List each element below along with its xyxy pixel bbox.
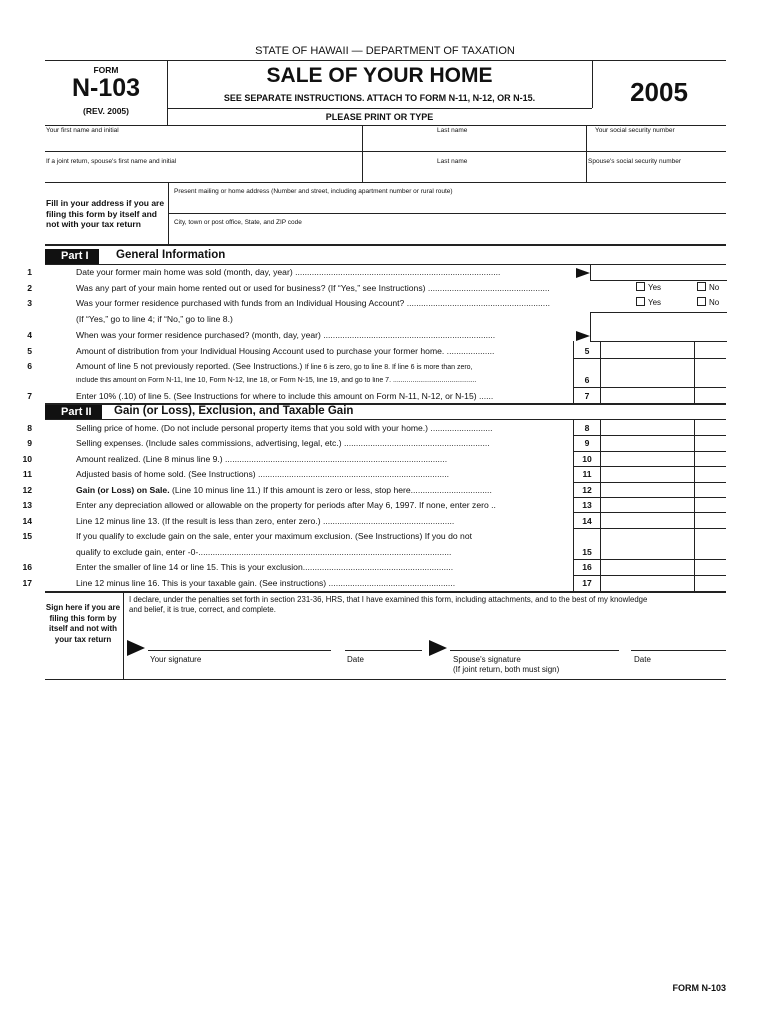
line-11-number: 11	[22, 469, 32, 479]
declaration-line-2: and belief, it is true, correct, and complete.	[129, 605, 276, 614]
your-signature-arrow-icon	[127, 640, 145, 656]
line-9-number: 9	[27, 438, 32, 448]
line-10-number: 10	[22, 454, 32, 464]
line-5-box-number: 5	[584, 346, 590, 356]
spouse-first-name-field[interactable]	[45, 167, 361, 181]
line-10-box-number: 10	[582, 454, 592, 464]
line-7-text: Enter 10% (.10) of line 5. (See Instructions for where to include this amount on Form N-11, N-12, or N-15) ......	[76, 391, 494, 401]
line-8-amount-field[interactable]	[602, 420, 693, 434]
line-15-text: If you qualify to exclude gain on the sale, enter your maximum exclusion. (See Instructions) If you do not	[76, 531, 472, 541]
line-3-text: Was your former residence purchased with funds from an Individual Housing Account? ............................................................	[76, 298, 550, 308]
ssn-label: Your social security number	[595, 127, 675, 134]
spouse-first-name-label: If a joint return, spouse's first name and initial	[46, 158, 177, 165]
sign-here-note: Sign here if you are filing this form by itself and not with your tax return	[45, 603, 121, 644]
line-4-arrow-icon	[576, 331, 590, 341]
line-5-amount-field[interactable]	[602, 342, 693, 357]
line-14-text: Line 12 minus line 13. (If the result is less than zero, enter zero.) .......................................................	[76, 516, 455, 526]
line-2-yes-checkbox[interactable]	[636, 282, 661, 292]
footer-form-id: FORM N-103	[672, 983, 726, 993]
line-1-date-field[interactable]	[590, 264, 727, 281]
first-name-label: Your first name and initial	[46, 127, 119, 134]
line-2-text: Was any part of your main home rented out or used for business? (If “Yes,” see Instructions) ...................................................	[76, 283, 550, 293]
tax-year: 2005	[630, 77, 688, 107]
line-3-no-checkbox[interactable]	[697, 297, 719, 307]
line-16-text: Enter the smaller of line 14 or line 15. This is your exclusion...............................................................	[76, 562, 454, 572]
part1-tab: Part I	[45, 249, 99, 264]
part2-tab: Part II	[45, 405, 102, 420]
line-12-amount-field[interactable]	[602, 483, 693, 496]
form-label: FORM	[93, 65, 119, 75]
line-6-main-text: Amount of line 5 not previously reported. (See Instructions.)	[76, 361, 303, 371]
line-8-text: Selling price of home. (Do not include personal property items that you sold with your home.) ..........................	[76, 423, 493, 433]
line-13-text: Enter any depreciation allowed or allowable on the property for periods after May 6, 1997. If none, enter zero ..	[76, 500, 496, 510]
date-2-label: Date	[634, 655, 651, 664]
line-15-number: 15	[22, 531, 32, 541]
line-5-text: Amount of distribution from your Individual Housing Account used to purchase your former home. ....................	[76, 346, 495, 356]
line-7-amount-field[interactable]	[602, 389, 693, 402]
checkbox-icon	[636, 297, 645, 306]
first-name-field[interactable]	[45, 136, 361, 150]
line-2-yes-label: Yes	[648, 283, 662, 292]
line-3-yes-checkbox[interactable]	[636, 297, 661, 307]
your-signature-field[interactable]	[148, 636, 331, 651]
line-11-amount-field[interactable]	[602, 467, 693, 481]
line-17-box-number: 17	[582, 578, 592, 588]
line-6-small-text: If line 6 is zero, go to line 8. If line 6 is more than zero,	[304, 364, 473, 371]
line-7-box-number: 7	[584, 391, 590, 401]
line-3-yes-label: Yes	[648, 298, 662, 307]
line-15-continuation: qualify to exclude gain, enter -0-..........................................................................................................	[76, 547, 452, 557]
line-6-number: 6	[27, 361, 32, 371]
city-label: City, town or post office, State, and ZIP code	[174, 219, 302, 226]
line-12-number: 12	[22, 485, 32, 495]
spouse-last-name-label: Last name	[437, 158, 468, 165]
line-1-arrow-icon	[576, 268, 590, 278]
line-2-number: 2	[27, 283, 32, 293]
checkbox-icon	[697, 282, 706, 291]
last-name-label: Last name	[437, 127, 468, 134]
form-revision: (REV. 2005)	[83, 106, 129, 116]
line-12-text	[76, 485, 570, 495]
form-instructions: SEE SEPARATE INSTRUCTIONS. ATTACH TO FORM N-11, N-12, OR N-15.	[223, 93, 536, 103]
date-1-label: Date	[347, 655, 364, 664]
line-16-amount-field[interactable]	[602, 560, 693, 574]
line-6-continuation: include this amount on Form N-11, line 10, Form N-12, line 18, or Form N-15, line 19, and go to line 7. ...........................................	[76, 377, 477, 384]
line-8-box-number: 8	[584, 423, 590, 433]
line-3-number: 3	[27, 298, 32, 308]
line-1-number: 1	[27, 267, 32, 277]
line-14-number: 14	[22, 516, 32, 526]
line-11-text: Adjusted basis of home sold. (See Instructions) ................................................................................	[76, 469, 450, 479]
checkbox-icon	[636, 282, 645, 291]
line-2-no-label: No	[709, 283, 720, 292]
line-14-box-number: 14	[582, 516, 592, 526]
line-4-date-field[interactable]	[590, 312, 727, 342]
line-6-box-number: 6	[584, 375, 590, 385]
line-10-amount-field[interactable]	[602, 452, 693, 465]
line-17-text: Line 12 minus line 16. This is your taxable gain. (See instructions) .....................................................	[76, 578, 456, 588]
line-14-amount-field[interactable]	[602, 513, 693, 527]
line-17-number: 17	[22, 578, 32, 588]
line-13-amount-field[interactable]	[602, 498, 693, 511]
agency-title: STATE OF HAWAII — DEPARTMENT OF TAXATION	[255, 45, 515, 57]
line-12-box-number: 12	[582, 485, 592, 495]
line-4-number: 4	[27, 330, 32, 340]
part1-title: General Information	[116, 249, 226, 261]
spouse-signature-label: Spouse's signature	[453, 655, 521, 664]
line-2-no-checkbox[interactable]	[697, 282, 719, 292]
line-13-number: 13	[22, 500, 32, 510]
line-12-bold-label: Gain (or Loss) on Sale.	[76, 485, 170, 495]
line-3-note: (If “Yes,” go to line 4; if “No,” go to line 8.)	[76, 314, 233, 324]
spouse-last-name-field[interactable]	[363, 167, 585, 181]
line-7-number: 7	[27, 391, 32, 401]
spouse-signature-arrow-icon	[429, 640, 447, 656]
line-4-text: When was your former residence purchased? (month, day, year) ........................................................................	[76, 330, 496, 340]
date-2-field[interactable]	[631, 636, 726, 651]
line-15-amount-field[interactable]	[602, 529, 693, 558]
checkbox-icon	[697, 297, 706, 306]
line-1-text: Date your former main home was sold (month, day, year) ......................................................................................	[76, 267, 501, 277]
line-6-amount-field[interactable]	[602, 372, 693, 386]
line-9-box-number: 9	[584, 438, 590, 448]
line-9-amount-field[interactable]	[602, 436, 693, 450]
mailing-address-label: Present mailing or home address (Number and street, including apartment number or rural route)	[174, 188, 453, 195]
line-13-box-number: 13	[582, 500, 592, 510]
line-12-rest-text: (Line 10 minus line 11.) If this amount is zero or less, stop here..................................	[169, 485, 492, 495]
spouse-signature-note: (If joint return, both must sign)	[453, 665, 560, 674]
ssn-field[interactable]	[588, 136, 726, 150]
line-3-no-label: No	[709, 298, 720, 307]
spouse-signature-field[interactable]	[450, 636, 619, 651]
line-16-number: 16	[22, 562, 32, 572]
line-9-text: Selling expenses. (Include sales commissions, advertising, legal, etc.) .............................................................	[76, 438, 490, 448]
line-17-amount-field[interactable]	[602, 576, 693, 590]
address-note: Fill in your address if you are filing this form by itself and not with your tax return	[46, 198, 165, 229]
line-15-box-number: 15	[582, 547, 592, 557]
your-signature-label: Your signature	[150, 655, 202, 664]
form-title: SALE OF YOUR HOME	[266, 64, 493, 87]
line-11-box-number: 11	[582, 469, 592, 479]
form-number: N-103	[71, 74, 141, 102]
line-5-number: 5	[27, 346, 32, 356]
spouse-ssn-label: Spouse's social security number	[588, 158, 682, 165]
city-field[interactable]	[170, 228, 726, 242]
line-6-text	[76, 361, 473, 371]
last-name-field[interactable]	[363, 136, 585, 150]
mailing-address-field[interactable]	[170, 197, 726, 211]
line-10-text: Amount realized. (Line 8 minus line 9.) .............................................................................................	[76, 454, 448, 464]
print-note: PLEASE PRINT OR TYPE	[325, 112, 434, 122]
spouse-ssn-field[interactable]	[588, 167, 726, 181]
line-8-number: 8	[27, 423, 32, 433]
part2-title: Gain (or Loss), Exclusion, and Taxable Gain	[114, 405, 354, 417]
line-16-box-number: 16	[582, 562, 592, 572]
declaration-line-1: I declare, under the penalties set forth in section 231-36, HRS, that I have examined this form, including attachments, and to the best of my knowledge	[129, 595, 648, 604]
date-1-field[interactable]	[345, 636, 422, 651]
